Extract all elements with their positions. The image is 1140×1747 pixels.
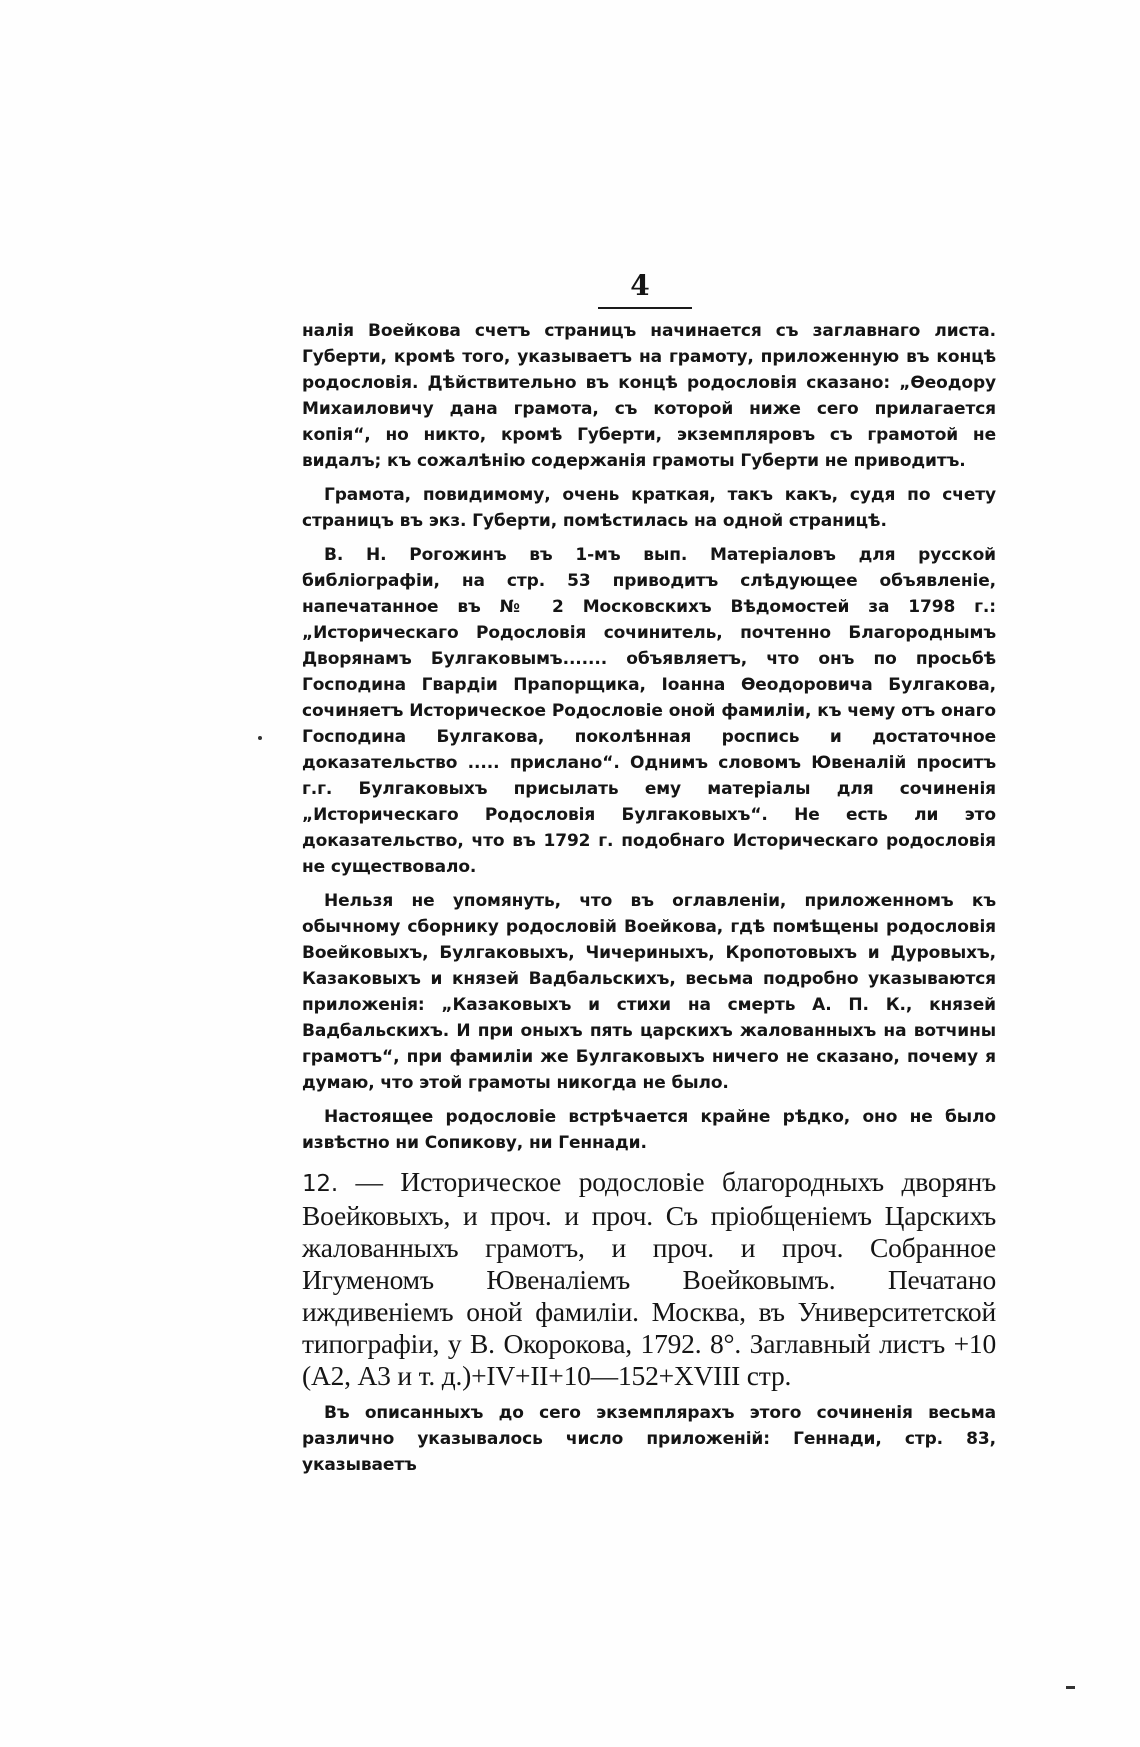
page-number: 4 <box>630 269 650 302</box>
page-number-rule <box>598 307 692 309</box>
entry-number: 12. <box>302 1171 338 1197</box>
margin-speck <box>258 736 262 740</box>
paragraph-gramota: Грамота, повидимому, очень краткая, такъ какъ, судя по счету страницъ въ экз. Губерти, помѣстилась на одной страницѣ. <box>302 485 996 531</box>
paragraph-rarity: Настоящее родословіе встрѣчается крайне рѣдко, оно не было извѣстно ни Сопикову, ни Геннади. <box>302 1107 996 1153</box>
paragraph-rogozhin: В. Н. Рогожинъ въ 1-мъ вып. Матеріаловъ для русской библіографіи, на стр. 53 приводитъ слѣдующее объявленіе, напечатанное въ № 2 Московскихъ Вѣдомостей за 1798 г.: „Историческаго Родословія сочинитель, почтенно Благороднымъ Дворянамъ Булгаковымъ....... объявляетъ, что онъ по просьбѣ Господина Гвардіи Прапорщика, Іоанна Ѳеодоровича Булгакова, сочиняетъ Историческое Родословіе оной фамиліи, къ чему отъ онаго Господина Булгакова, поколѣнная роспись и достаточное доказательство ..... прислано“. Однимъ словомъ Ювеналій проситъ г.г. Булгаковыхъ присылать ему матеріалы для сочиненія „Историческаго Родословія Булгаковыхъ“. Не есть ли это доказательство, что въ 1792 г. подобнаго Историческаго родословія не существовало. <box>302 545 996 877</box>
paragraph-continued: налія Воейкова счетъ страницъ начинается съ заглавнаго листа. Губерти, кромѣ того, указываетъ на грамоту, приложенную въ концѣ родословія. Дѣйствительно въ концѣ родословія сказано: „Ѳеодору Михаиловичу дана грамота, съ которой ниже сего прилагается копія“, но никто, кромѣ Губерти, экземпляровъ съ грамотой не видалъ; къ сожалѣнію содержанія грамоты Губерти не приводитъ. <box>302 321 996 471</box>
margin-speck <box>1066 1686 1075 1689</box>
bibliographic-entry <box>302 1166 996 1392</box>
body-text <box>302 318 996 1486</box>
paragraph-oglavlenie: Нельзя не упомянуть, что въ оглавленіи, приложенномъ къ обычному сборнику родословій Воейкова, гдѣ помѣщены родословія Воейковыхъ, Булгаковыхъ, Чичериныхъ, Кропотовыхъ и Дуровыхъ, Казаковыхъ и князей Вадбальскихъ, весьма подробно указываются приложенія: „Казаковыхъ и стихи на смерть А. П. К., князей Вадбальскихъ. И при оныхъ пять царскихъ жалованныхъ на вотчины грамотъ“, при фамиліи же Булгаковыхъ ничего не сказано, почему я думаю, что этой грамоты никогда не было. <box>302 891 996 1093</box>
paragraph-closing: Въ описанныхъ до сего экземплярахъ этого сочиненія весьма различно указывалось число приложеній: Геннади, стр. 83, указываетъ <box>302 1403 996 1475</box>
entry-description: — Историческое родословіе благородныхъ дворянъ Воейковыхъ, и проч. и проч. Съ пріобщеніемъ Царскихъ жалованныхъ грамотъ, и проч. и проч. Собранное Игуменомъ Ювеналіемъ Воейковымъ. Печатано иждивеніемъ оной фамиліи. Москва, въ Университетской типографіи, у В. Окорокова, 1792. 8°. Заглавный листъ +10 (А2, А3 и т. д.)+IV+II+10—152+XVIII стр. <box>302 1166 996 1391</box>
